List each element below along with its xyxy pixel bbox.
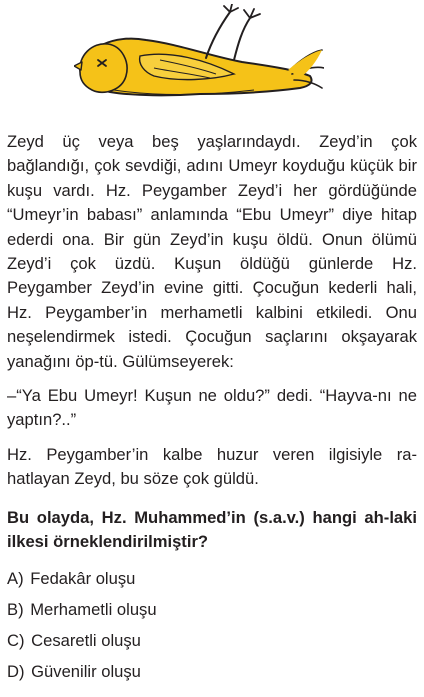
answer-options <box>7 567 417 691</box>
option-d-letter: D) <box>7 661 25 681</box>
story-dialogue: –“Ya Ebu Umeyr! Kuşun ne oldu?” dedi. “Hayva-nı ne yaptın?..” <box>7 386 417 430</box>
option-c-text: Cesaretli oluşu <box>31 630 141 650</box>
option-b-text: Merhametli oluşu <box>30 599 157 619</box>
option-c-letter: C) <box>7 630 25 650</box>
option-a-letter: A) <box>7 568 24 588</box>
option-d-text: Güvenilir oluşu <box>31 661 141 681</box>
option-d[interactable] <box>7 660 417 691</box>
option-a-text: Fedakâr oluşu <box>30 568 136 588</box>
story-paragraph: Zeyd üç veya beş yaşlarındaydı. Zeyd’in çok bağlandığı, çok sevdiği, adını Umeyr koyduğu küçük bir kuşu vardı. Hz. Peygamber Zeyd’i her gördüğünde “Umeyr’in babası” anlamında “Ebu Umeyr” diye hitap ederdi ona. Bir gün Zeyd’in kuşu öldü. Onun ölümü Zeyd’i çok üzdü. Kuşun öldüğü günlerde Hz. Peygamber Zeyd’in evine gitti. Çocuğun kederli hali, Hz. Peygamber’in merhametli kalbini etkiledi. Onu neşelendirmek istedi. Çocuğun saçlarını okşayarak yanağını öp-tü. Gülümseyerek: <box>7 132 417 371</box>
option-b[interactable] <box>7 598 417 629</box>
dead-bird-icon <box>74 4 324 112</box>
question-text: Bu olayda, Hz. Muhammed’in (s.a.v.) hangi ah-laki ilkesi örneklendirilmiştir? <box>7 507 417 552</box>
option-c[interactable] <box>7 629 417 660</box>
option-b-letter: B) <box>7 599 24 619</box>
option-a[interactable] <box>7 567 417 598</box>
question-content <box>7 130 417 691</box>
story-conclusion: Hz. Peygamber’in kalbe huzur veren ilgisiyle ra-hatlayan Zeyd, bu söze çok güldü. <box>7 444 417 489</box>
